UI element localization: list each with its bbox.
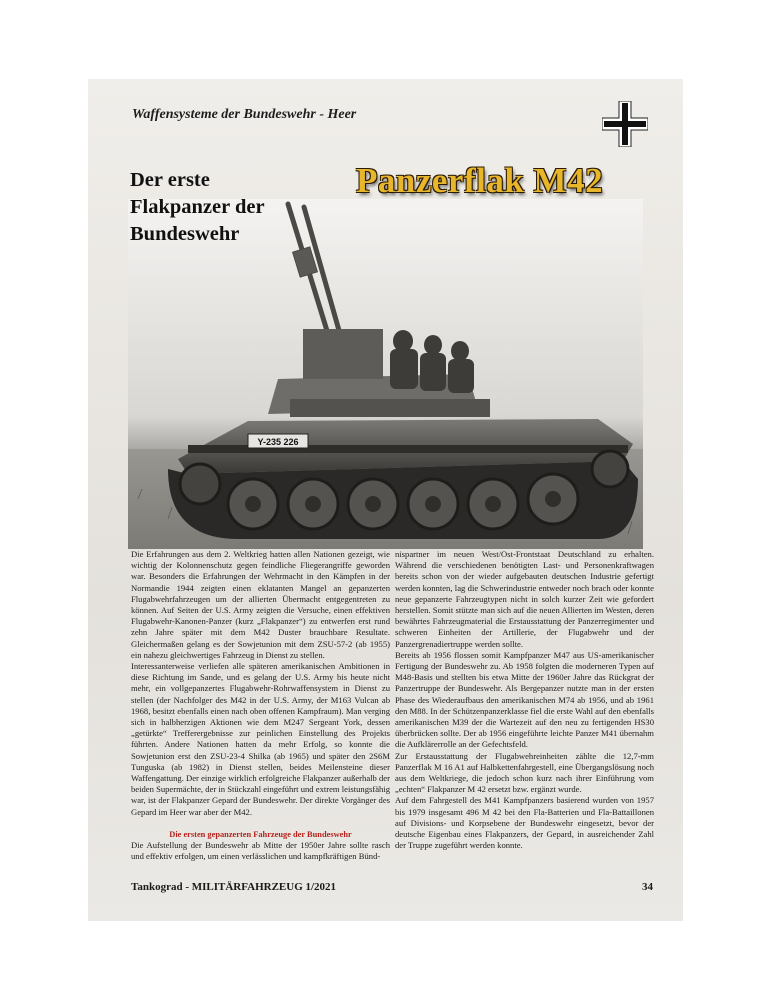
section-heading: Die ersten gepanzerten Fahrzeuge der Bundeswehr xyxy=(169,829,352,839)
m42-tank-photo xyxy=(128,199,643,549)
paragraph: Auf dem Fahrgestell des M41 Kampfpanzers basierend wurden von 1957 bis 1979 insgesamt 496 M 42 bei den Fla-Batterien und Fla-Battaillonen auf Divisions- und Korpsebene der Bundeswehr eingesetzt, bevor der deutsche Eigenbau eines Flakpanzers, der Gepard, in ausreichender Zahl der Truppe zugeführt werden konnte. xyxy=(395,795,654,851)
paragraph: nispartner im neuen West/Ost-Frontstaat Deutschland zu erhalten. Während die verschiedenen benötigten Last- und Personenkraftwagen bereits schon von der wieder aufgebauten deutschen Industrie gefertigt werden konnten, lag die Schwerindustrie entweder noch brach oder konnte neue gepanzerte Fahrzeugtypen nicht in solch kurzer Zeit wie gefordert herstellen. Somit stützte man sich auf die neuen Allierten im Westen, deren bewährtes Fahrzeugmaterial die Erstausstattung der Panzerregimenter und schweren Einheiten der Artillerie, der Flugabwehr und der Panzergrenadiertruppe werden sollte. xyxy=(395,549,654,649)
paragraph: Zur Erstausstattung der Flugabwehreinheiten zählte die 12,7-mm Panzerflak M 16 A1 auf Halbkettenfahrgestell, eine Übergangslösung noch aus dem Weltkriege, die jedoch schon kurz nach ihrer Einführung vom „echten“ Flakpanzer M 42 ersetzt bzw. ergänzt wurde. xyxy=(395,750,654,795)
paragraph: Die Aufstellung der Bundeswehr ab Mitte der 1950er Jahre sollte rasch und effektiv erfolgen, um einen verlässlichen und kampfkräftigen Bünd- xyxy=(131,840,390,862)
paragraph: Interessanterweise verliefen alle späteren amerikanischen Ambitionen in diese Richtung im Sande, und es gelang der U.S. Army bis heute nicht mehr, ein vollgepanzertes Flugabwehr-Rohrwaffensystem in Dienst zu stellen (der Nachfolger des M42 in der U.S. Army, der M163 Vulcan ab 1968, besitzt ebenfalls einen nach oben offenen Kampfraum). Man verging sich in halbherzigen Aktionen wie dem M247 Sergeant York, dessen „getürkte“ Trefferergebnisse zur peinlichen Einstellung des Projekts führten. Andere Nationen hatten da mehr Erfolg, so konnte die Sowjetunion erst den ZSU-23-4 Shilka (ab 1965) und später den 2S6M Tunguska (ab 1982) in Dienst stellen, beides Meilensteine dieser Waffengattung. Der einzige wirklich erfolgreiche Flakpanzer außerhalb der beiden Supermächte, der in Stückzahl eingeführt und extrem leistungsfähig war, ist der Flakpanzer Gepard der Bundeswehr. Der direkte Vorgänger des Gepard im Heer war aber der M42. xyxy=(131,661,390,817)
page-number: 34 xyxy=(642,881,653,893)
hull-plate: Y-235 226 xyxy=(257,437,299,447)
body-column-2 xyxy=(395,549,654,851)
footer-publication: Tankograd - MILITÄRFAHRZEUG 1/2021 xyxy=(131,881,337,893)
series-title: Waffensysteme der Bundeswehr - Heer xyxy=(132,107,357,122)
paragraph: Bereits ab 1956 flossen somit Kampfpanzer M47 aus US-amerikanischer Fertigung der Bundeswehr zu. Ab 1958 folgten die moderneren Typen auf M48-Basis und stellten bis etwa Mitte der 1960er Jahre das Rückgrat der Panzertruppe der Bundeswehr. Als Bergepanzer nutzte man in der ersten Phase des Wiederaufbaus den amerikanischen M74 ab 1956, und ab 1961 den M88. In der Schützenpanzerklasse fiel die erste Wahl auf den ebenfalls amerikanischen M39 der die Wartezeit auf den neu zu fertigenden HS30 überbrücken sollte. Der ab 1956 eingeführte leichte Panzer M41 übernahm die Aufklärerrolle an der Gefechtsfeld. xyxy=(395,649,654,750)
magazine-page xyxy=(88,79,683,921)
article-title: Panzerflak M42 xyxy=(356,161,604,200)
body-column-1 xyxy=(131,549,390,862)
balkenkreuz-icon xyxy=(602,101,648,147)
subtitle-line-3: Bundeswehr xyxy=(130,223,240,245)
paragraph: Die Erfahrungen aus dem 2. Weltkrieg hatten allen Nationen gezeigt, wie wichtig der Kolonnenschutz gegen feindliche Fliegerangriffe geworden war. Besonders die Erfahrungen der Wehrmacht in den Kämpfen in der Normandie 1944 zeigten einen eklatanten Mangel an gepanzerten Flugabwehrfahrzeugen um der allierten Übermacht entgegentreten zu können. Auf Seiten der U.S. Army zeigten die Versuche, einen effektiven Flugabwehr-Kanonen-Panzer (kurz „Flakpanzer“) zu entwerfen erst rund zehn Jahre später mit dem M42 Duster brauchbare Resultate. Gleichermaßen gelang es der Sowjetunion mit dem ZSU-57-2 (ab 1955) ein nahezu gleichwertiges Fahrzeug in Dienst zu stellen. xyxy=(131,549,390,660)
subtitle-line-1: Der erste xyxy=(130,169,210,191)
article-subtitle xyxy=(130,167,265,248)
subtitle-line-2: Flakpanzer der xyxy=(130,196,265,218)
